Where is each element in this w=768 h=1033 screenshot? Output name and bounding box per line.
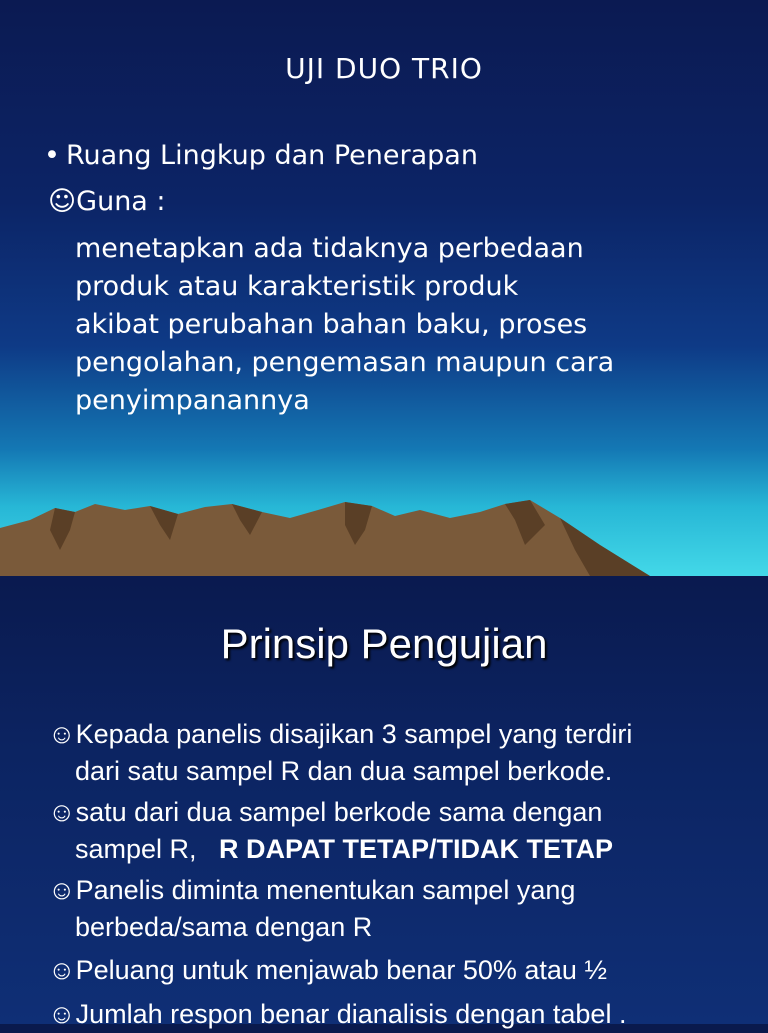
guna-item [48,186,166,217]
item-text: Kepada panelis disajikan 3 sampel yang terdiri [75,719,633,749]
guna-label: Guna : [76,186,166,217]
paragraph-line: pengolahan, pengemasan maupun cara [75,347,615,378]
principle-item [48,794,748,868]
emphasis-text: R DAPAT TETAP/TIDAK TETAP [219,834,614,864]
slide-2-title: Prinsip Pengujian [220,620,548,667]
principle-item [48,952,748,989]
smiley-icon: ☺ [48,719,76,749]
slide-1-title: UJI DUO TRIO [285,52,483,85]
paragraph-line: menetapkan ada tidaknya perbedaan [75,233,584,264]
principle-item [48,996,748,1033]
smiley-icon: ☺ [48,955,76,985]
smiley-icon: ☺ [48,999,76,1029]
principle-item [48,716,748,790]
item-text: satu dari dua sampel berkode sama dengan [75,797,603,827]
bullet-dot: • [44,140,60,171]
item-text: sampel R, [75,834,220,864]
item-text: Peluang untuk menjawab benar 50% atau ½ [75,955,607,985]
smiley-icon: ☺ [48,186,77,217]
smiley-icon: ☺ [48,875,76,905]
paragraph-line: akibat perubahan bahan baku, proses [75,309,588,340]
mountain-range-illustration [0,490,768,576]
principle-item [48,872,748,946]
item-text: dari satu sampel R dan dua sampel berkode. [75,756,613,786]
paragraph-line: penyimpanannya [75,385,310,416]
bullet-item [44,140,478,171]
smiley-icon: ☺ [48,797,76,827]
paragraph-line: produk atau karakteristik produk [75,271,519,302]
guna-paragraph [75,230,735,420]
item-text: Jumlah respon benar dianalisis dengan tabel . [75,999,627,1029]
bullet-text: Ruang Lingkup dan Penerapan [66,140,478,171]
item-text: Panelis diminta menentukan sampel yang [75,875,576,905]
item-text: berbeda/sama dengan R [75,912,373,942]
